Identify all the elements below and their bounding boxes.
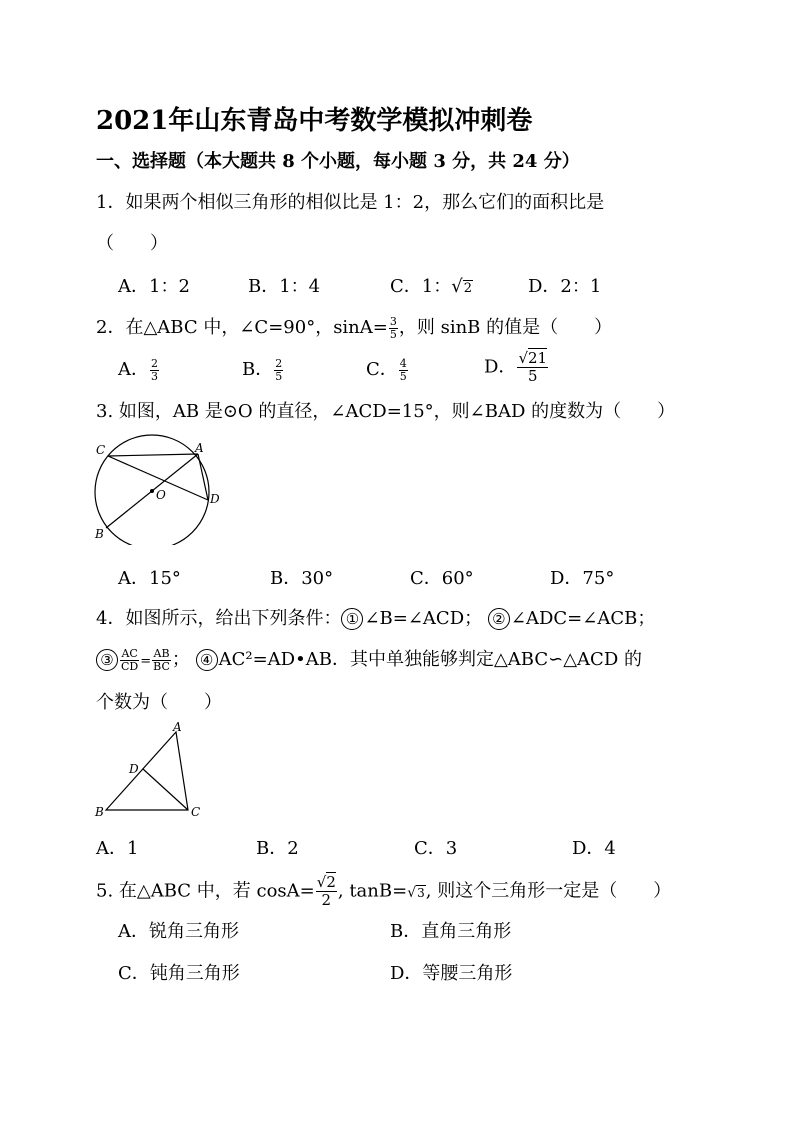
section-heading: 一、选择题（本大题共 8 个小题，每小题 3 分，共 24 分） (96, 151, 580, 172)
q1-stem-line2: （ ） (96, 233, 168, 254)
q3-stem: 3. 如图，AB 是⊙O 的直径，∠ACD=15°，则∠BAD 的度数为（ ） (96, 401, 676, 422)
q2-stem: 2．在△ABC 中，∠C=90°，sinA= $\frac{3}{5}$ ，则 sinB 的值是（ ） (96, 314, 613, 341)
q3-option-d: D．75° (550, 568, 615, 589)
q5-stem: 5. 在△ABC 中，若 cosA= $\frac{√2}{2}$ , tanB=√3, 则这个三角形一定是（ ） (96, 873, 672, 909)
q1-stem-line1: 1．如果两个相似三角形的相似比是 1：2，那么它们的面积比是 (96, 192, 605, 213)
q1-option-a: A．1：2 (118, 276, 190, 297)
q5-option-b: B．直角三角形 (390, 921, 512, 942)
q5-option-d: D．等腰三角形 (390, 963, 513, 984)
label-c: C (96, 443, 106, 457)
q4-stem-line1: 4．如图所示，给出下列条件： ① ∠B=∠ACD； ② ∠ADC=∠ACB； (96, 608, 656, 629)
q4-option-d: D．4 (572, 838, 616, 859)
label-d: D (129, 762, 139, 776)
q2-option-a: A． $\frac{2}{3}$ (118, 356, 158, 383)
q3-option-a: A．15° (118, 568, 181, 589)
q2-option-c: C． $\frac{4}{5}$ (366, 356, 407, 383)
label-b: B (95, 805, 104, 819)
q3-option-c: C．60° (410, 568, 474, 589)
label-d: D (210, 492, 220, 506)
q4-triangle-figure (90, 720, 210, 825)
label-b: B (95, 527, 104, 541)
label-o: O (156, 488, 166, 502)
q4-stem-line2: ③ $\frac{AC}{CD}$ = $\frac{AB}{BC}$ ； ④ AC²=AD•AB．其中单独能够判定△ABC∽△ACD 的 (96, 645, 642, 673)
cosA-fraction: $\frac{√2}{2}$ (316, 873, 336, 909)
label-a: A (173, 720, 182, 734)
label-c: C (191, 805, 201, 819)
q4-option-b: B．2 (256, 838, 299, 859)
q5-option-c: C．钝角三角形 (118, 963, 240, 984)
q2-option-b: B． $\frac{2}{5}$ (242, 356, 283, 383)
q4-option-a: A．1 (96, 838, 139, 859)
q5-option-a: A．锐角三角形 (118, 921, 239, 942)
q4-option-c: C．3 (414, 838, 458, 859)
q4-stem-line3: 个数为（ ） (96, 692, 222, 713)
center-point (150, 489, 154, 493)
sinA-fraction: $\frac{3}{5}$ (389, 314, 397, 341)
q3-circle-figure (90, 430, 230, 545)
q3-option-b: B．30° (270, 568, 334, 589)
page-title: 2021年山东青岛中考数学模拟冲刺卷 (96, 106, 533, 136)
segment-ca (108, 454, 198, 456)
segment-cd (143, 769, 188, 810)
q1-option-d: D．2：1 (528, 276, 602, 297)
q1-option-c: C．1：√2 (390, 276, 472, 297)
q2-option-d: D． $\frac{√21}{5}$ (484, 349, 548, 385)
label-a: A (195, 441, 204, 455)
q1-option-b: B．1：4 (248, 276, 321, 297)
